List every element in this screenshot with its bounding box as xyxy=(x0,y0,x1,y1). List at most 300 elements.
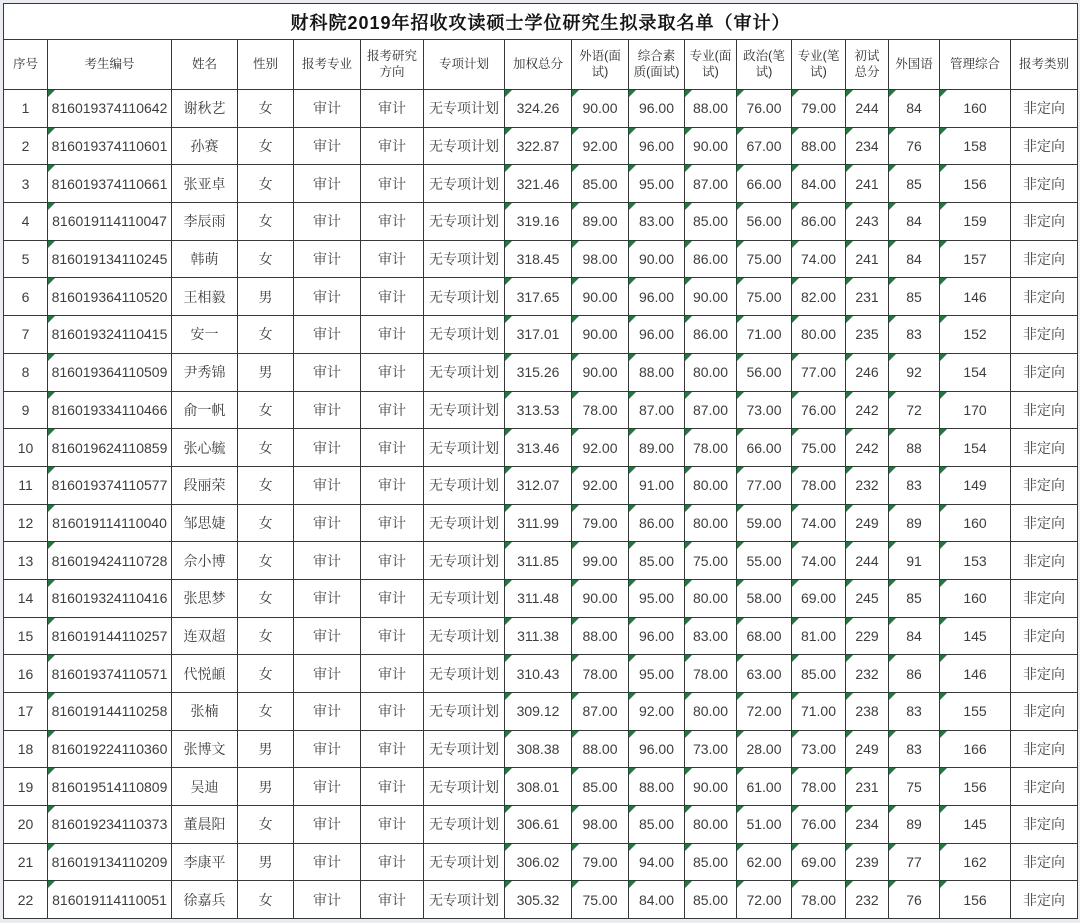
cell-initial-total xyxy=(846,730,889,768)
cell-value: 86.00 xyxy=(692,326,729,343)
cell-gender xyxy=(238,316,294,354)
cell-weighted-total xyxy=(505,806,572,844)
green-triangle-icon xyxy=(792,768,799,775)
cell-initial-total xyxy=(846,353,889,391)
cell-management-comprehensive xyxy=(940,542,1011,580)
cell-value: 6 xyxy=(21,288,30,305)
cell-comprehensive-quality-interview xyxy=(629,278,685,316)
green-triangle-icon xyxy=(48,881,55,888)
green-triangle-icon xyxy=(940,165,947,172)
cell-foreign-lang-interview xyxy=(572,806,629,844)
green-triangle-icon xyxy=(685,392,692,399)
cell-management-comprehensive xyxy=(940,617,1011,655)
cell-value: 安一 xyxy=(190,326,219,343)
cell-value: 69.00 xyxy=(800,854,837,871)
cell-value: 88.00 xyxy=(638,364,675,381)
cell-value: 19 xyxy=(17,778,34,795)
cell-politics-written xyxy=(737,806,792,844)
cell-value: 85 xyxy=(906,175,922,192)
cell-value: 99.00 xyxy=(582,552,618,569)
cell-index xyxy=(4,165,48,203)
cell-initial-total xyxy=(846,391,889,429)
cell-value: 816019374110601 xyxy=(51,138,168,155)
cell-foreign-lang-interview xyxy=(572,881,629,919)
cell-value: 67.00 xyxy=(746,138,782,155)
cell-value: 157 xyxy=(963,251,987,268)
cell-value: 75.00 xyxy=(800,439,837,456)
cell-value: 90.00 xyxy=(582,326,618,343)
green-triangle-icon xyxy=(505,580,512,587)
cell-application-category xyxy=(1011,693,1078,731)
cell-weighted-total xyxy=(505,165,572,203)
cell-value: 20 xyxy=(17,816,34,833)
green-triangle-icon xyxy=(889,316,896,323)
cell-value: 306.02 xyxy=(516,854,560,871)
cell-value: 75 xyxy=(906,778,922,795)
cell-value: 审计 xyxy=(313,590,341,607)
cell-index xyxy=(4,278,48,316)
cell-major-interview xyxy=(685,730,737,768)
cell-special-plan xyxy=(424,240,505,278)
green-triangle-icon xyxy=(48,278,55,285)
cell-research-direction xyxy=(361,278,424,316)
cell-management-comprehensive xyxy=(940,768,1011,806)
cell-initial-total xyxy=(846,90,889,128)
cell-value: 232 xyxy=(855,891,879,908)
cell-value: 158 xyxy=(963,138,987,155)
cell-foreign-lang-interview xyxy=(572,353,629,391)
green-triangle-icon xyxy=(629,278,636,285)
cell-value: 317.65 xyxy=(516,288,560,305)
cell-gender xyxy=(238,768,294,806)
table-row xyxy=(4,655,1078,693)
green-triangle-icon xyxy=(889,203,896,210)
green-triangle-icon xyxy=(792,881,799,888)
cell-major-interview xyxy=(685,429,737,467)
cell-value: 74.00 xyxy=(800,552,837,569)
green-triangle-icon xyxy=(505,618,512,625)
cell-value: 816019374110661 xyxy=(51,175,168,192)
cell-politics-written xyxy=(737,466,792,504)
cell-value: 308.01 xyxy=(516,778,560,795)
cell-value: 816019324110415 xyxy=(51,326,168,343)
cell-value: 146 xyxy=(963,288,987,305)
cell-management-comprehensive xyxy=(940,391,1011,429)
cell-value: 审计 xyxy=(378,288,406,305)
cell-comprehensive-quality-interview xyxy=(629,127,685,165)
cell-applied-major xyxy=(294,165,361,203)
cell-value: 审计 xyxy=(378,854,406,871)
cell-value: 审计 xyxy=(378,401,406,418)
green-triangle-icon xyxy=(737,429,744,436)
cell-value: 审计 xyxy=(313,100,341,117)
cell-value: 男 xyxy=(258,741,273,758)
cell-value: 84 xyxy=(906,100,922,117)
cell-value: 73.00 xyxy=(692,741,729,758)
cell-value: 审计 xyxy=(313,175,341,192)
cell-value: 无专项计划 xyxy=(429,590,499,607)
cell-special-plan xyxy=(424,90,505,128)
cell-politics-written xyxy=(737,429,792,467)
green-triangle-icon xyxy=(940,392,947,399)
cell-value: 92.00 xyxy=(582,439,618,456)
cell-initial-total xyxy=(846,127,889,165)
green-triangle-icon xyxy=(685,316,692,323)
green-triangle-icon xyxy=(629,429,636,436)
cell-value: 87.00 xyxy=(692,401,729,418)
cell-management-comprehensive xyxy=(940,90,1011,128)
cell-value: 俞一帆 xyxy=(183,401,226,418)
cell-application-category xyxy=(1011,240,1078,278)
green-triangle-icon xyxy=(629,467,636,474)
green-triangle-icon xyxy=(572,768,579,775)
cell-applied-major xyxy=(294,542,361,580)
cell-index xyxy=(4,466,48,504)
green-triangle-icon xyxy=(737,580,744,587)
green-triangle-icon xyxy=(685,693,692,700)
green-triangle-icon xyxy=(846,90,853,97)
cell-value: 85.00 xyxy=(692,213,729,230)
cell-value: 16 xyxy=(17,665,34,682)
cell-value: 232 xyxy=(855,665,879,682)
green-triangle-icon xyxy=(940,90,947,97)
green-triangle-icon xyxy=(889,768,896,775)
cell-value: 317.01 xyxy=(516,326,560,343)
cell-candidate-id xyxy=(48,617,172,655)
cell-value: 816019374110571 xyxy=(51,665,168,682)
cell-major-interview xyxy=(685,316,737,354)
cell-index xyxy=(4,881,48,919)
cell-value: 非定向 xyxy=(1023,326,1066,343)
cell-gender xyxy=(238,617,294,655)
cell-weighted-total xyxy=(505,278,572,316)
green-triangle-icon xyxy=(940,881,947,888)
cell-value: 58.00 xyxy=(746,590,782,607)
cell-major-written xyxy=(792,881,846,919)
cell-value: 78.00 xyxy=(800,891,837,908)
green-triangle-icon xyxy=(940,580,947,587)
cell-management-comprehensive xyxy=(940,655,1011,693)
cell-comprehensive-quality-interview xyxy=(629,90,685,128)
cell-foreign-language xyxy=(889,843,940,881)
cell-index xyxy=(4,730,48,768)
cell-value: 22 xyxy=(17,891,34,908)
green-triangle-icon xyxy=(889,128,896,135)
cell-value: 816019114110047 xyxy=(52,213,167,230)
cell-foreign-language xyxy=(889,165,940,203)
cell-foreign-language xyxy=(889,806,940,844)
cell-gender xyxy=(238,730,294,768)
green-triangle-icon xyxy=(846,731,853,738)
table-row xyxy=(4,278,1078,316)
cell-special-plan xyxy=(424,730,505,768)
cell-value: 245 xyxy=(855,590,879,607)
cell-name xyxy=(172,466,238,504)
cell-management-comprehensive xyxy=(940,240,1011,278)
cell-value: 95.00 xyxy=(638,665,675,682)
cell-value: 12 xyxy=(17,514,34,531)
cell-value: 816019374110577 xyxy=(51,477,168,494)
cell-candidate-id xyxy=(48,881,172,919)
cell-special-plan xyxy=(424,542,505,580)
cell-application-category xyxy=(1011,278,1078,316)
cell-value: 61.00 xyxy=(746,778,782,795)
cell-name xyxy=(172,768,238,806)
cell-weighted-total xyxy=(505,466,572,504)
cell-gender xyxy=(238,165,294,203)
cell-value: 92.00 xyxy=(582,477,618,494)
cell-value: 234 xyxy=(855,816,879,833)
green-triangle-icon xyxy=(505,731,512,738)
cell-major-written xyxy=(792,391,846,429)
cell-foreign-lang-interview xyxy=(572,90,629,128)
cell-special-plan xyxy=(424,391,505,429)
cell-value: 76.00 xyxy=(800,401,837,418)
cell-value: 无专项计划 xyxy=(429,854,499,871)
cell-value: 96.00 xyxy=(638,326,675,343)
cell-value: 83.00 xyxy=(692,627,729,644)
cell-value: 166 xyxy=(963,741,987,758)
cell-major-interview xyxy=(685,768,737,806)
green-triangle-icon xyxy=(48,128,55,135)
cell-value: 156 xyxy=(963,891,987,908)
green-triangle-icon xyxy=(685,128,692,135)
cell-value: 149 xyxy=(963,477,987,494)
cell-foreign-language xyxy=(889,881,940,919)
green-triangle-icon xyxy=(737,278,744,285)
green-triangle-icon xyxy=(846,128,853,135)
cell-value: 160 xyxy=(963,514,987,531)
column-header-index: 序号 xyxy=(4,40,48,90)
green-triangle-icon xyxy=(846,392,853,399)
cell-comprehensive-quality-interview xyxy=(629,806,685,844)
cell-gender xyxy=(238,90,294,128)
cell-special-plan xyxy=(424,806,505,844)
cell-politics-written xyxy=(737,579,792,617)
cell-application-category xyxy=(1011,579,1078,617)
green-triangle-icon xyxy=(792,203,799,210)
cell-gender xyxy=(238,203,294,241)
table-header-row xyxy=(4,40,1078,90)
cell-value: 无专项计划 xyxy=(429,439,499,456)
table-row xyxy=(4,806,1078,844)
cell-value: 审计 xyxy=(313,703,341,720)
cell-research-direction xyxy=(361,881,424,919)
cell-index xyxy=(4,806,48,844)
cell-value: 邹思婕 xyxy=(183,514,226,531)
table-row xyxy=(4,466,1078,504)
cell-value: 无专项计划 xyxy=(429,703,499,720)
green-triangle-icon xyxy=(889,505,896,512)
green-triangle-icon xyxy=(846,241,853,248)
cell-value: 313.46 xyxy=(516,439,560,456)
cell-value: 80.00 xyxy=(692,364,729,381)
cell-index xyxy=(4,429,48,467)
cell-special-plan xyxy=(424,429,505,467)
cell-special-plan xyxy=(424,165,505,203)
cell-index xyxy=(4,90,48,128)
green-triangle-icon xyxy=(889,429,896,436)
cell-value: 审计 xyxy=(313,552,341,569)
cell-major-written xyxy=(792,806,846,844)
green-triangle-icon xyxy=(737,693,744,700)
cell-value: 816019114110051 xyxy=(52,891,167,908)
green-triangle-icon xyxy=(889,278,896,285)
cell-politics-written xyxy=(737,391,792,429)
green-triangle-icon xyxy=(572,354,579,361)
cell-value: 311.99 xyxy=(517,514,559,531)
cell-major-interview xyxy=(685,90,737,128)
green-triangle-icon xyxy=(629,618,636,625)
green-triangle-icon xyxy=(737,467,744,474)
cell-value: 98.00 xyxy=(582,816,618,833)
cell-value: 84.00 xyxy=(638,891,675,908)
green-triangle-icon xyxy=(889,655,896,662)
cell-management-comprehensive xyxy=(940,579,1011,617)
cell-value: 5 xyxy=(21,251,30,268)
cell-applied-major xyxy=(294,316,361,354)
cell-value: 98.00 xyxy=(582,251,618,268)
cell-management-comprehensive xyxy=(940,353,1011,391)
table-row xyxy=(4,391,1078,429)
cell-foreign-lang-interview xyxy=(572,127,629,165)
green-triangle-icon xyxy=(846,844,853,851)
green-triangle-icon xyxy=(572,241,579,248)
column-header-name: 姓名 xyxy=(172,40,238,90)
cell-value: 男 xyxy=(258,364,273,381)
cell-value: 816019374110642 xyxy=(51,100,168,117)
cell-value: 无专项计划 xyxy=(429,100,499,117)
green-triangle-icon xyxy=(572,505,579,512)
cell-value: 88.00 xyxy=(692,100,729,117)
cell-value: 男 xyxy=(258,778,273,795)
cell-value: 85 xyxy=(906,288,922,305)
cell-value: 女 xyxy=(258,477,273,494)
cell-value: 79.00 xyxy=(800,100,837,117)
cell-value: 7 xyxy=(21,326,30,343)
cell-value: 79.00 xyxy=(582,854,618,871)
cell-application-category xyxy=(1011,353,1078,391)
cell-value: 女 xyxy=(258,816,273,833)
cell-foreign-lang-interview xyxy=(572,391,629,429)
cell-weighted-total xyxy=(505,655,572,693)
cell-value: 84 xyxy=(906,251,922,268)
cell-value: 83 xyxy=(906,741,922,758)
cell-research-direction xyxy=(361,730,424,768)
cell-value: 无专项计划 xyxy=(429,364,499,381)
cell-initial-total xyxy=(846,429,889,467)
table-row xyxy=(4,316,1078,354)
cell-candidate-id xyxy=(48,391,172,429)
cell-value: 审计 xyxy=(378,552,406,569)
cell-foreign-language xyxy=(889,316,940,354)
cell-value: 审计 xyxy=(378,627,406,644)
cell-management-comprehensive xyxy=(940,429,1011,467)
green-triangle-icon xyxy=(889,881,896,888)
cell-value: 审计 xyxy=(378,100,406,117)
green-triangle-icon xyxy=(889,467,896,474)
green-triangle-icon xyxy=(889,542,896,549)
cell-value: 审计 xyxy=(378,477,406,494)
cell-value: 82.00 xyxy=(800,288,837,305)
green-triangle-icon xyxy=(629,392,636,399)
cell-name xyxy=(172,504,238,542)
cell-value: 女 xyxy=(258,138,273,155)
cell-value: 318.45 xyxy=(516,251,560,268)
cell-gender xyxy=(238,542,294,580)
cell-value: 女 xyxy=(258,213,273,230)
green-triangle-icon xyxy=(505,693,512,700)
cell-value: 816019224110360 xyxy=(51,741,168,758)
cell-value: 162 xyxy=(963,854,987,871)
cell-value: 87.00 xyxy=(638,401,675,418)
cell-gender xyxy=(238,278,294,316)
page-title: 财科院2019年招收攻读硕士学位研究生拟录取名单（审计） xyxy=(4,4,1078,40)
green-triangle-icon xyxy=(48,731,55,738)
cell-value: 78.00 xyxy=(800,477,837,494)
green-triangle-icon xyxy=(940,655,947,662)
cell-value: 83 xyxy=(906,477,922,494)
cell-value: 235 xyxy=(855,326,879,343)
cell-applied-major xyxy=(294,391,361,429)
green-triangle-icon xyxy=(940,806,947,813)
cell-value: 816019364110509 xyxy=(51,364,168,381)
cell-value: 306.61 xyxy=(516,816,560,833)
cell-gender xyxy=(238,353,294,391)
cell-value: 90.00 xyxy=(582,288,618,305)
cell-value: 审计 xyxy=(378,590,406,607)
cell-weighted-total xyxy=(505,203,572,241)
cell-index xyxy=(4,617,48,655)
green-triangle-icon xyxy=(48,655,55,662)
cell-gender xyxy=(238,127,294,165)
cell-major-written xyxy=(792,542,846,580)
cell-value: 76.00 xyxy=(800,816,837,833)
cell-candidate-id xyxy=(48,278,172,316)
cell-value: 段丽荣 xyxy=(183,477,226,494)
cell-gender xyxy=(238,693,294,731)
cell-comprehensive-quality-interview xyxy=(629,466,685,504)
cell-major-interview xyxy=(685,806,737,844)
cell-value: 吴迪 xyxy=(190,778,219,795)
cell-value: 85.00 xyxy=(800,665,837,682)
cell-value: 非定向 xyxy=(1023,627,1066,644)
cell-major-written xyxy=(792,203,846,241)
cell-value: 69.00 xyxy=(800,590,837,607)
cell-applied-major xyxy=(294,730,361,768)
green-triangle-icon xyxy=(629,165,636,172)
cell-value: 女 xyxy=(258,439,273,456)
cell-value: 66.00 xyxy=(746,175,782,192)
cell-value: 145 xyxy=(963,627,987,644)
green-triangle-icon xyxy=(737,881,744,888)
cell-major-interview xyxy=(685,466,737,504)
cell-research-direction xyxy=(361,165,424,203)
cell-index xyxy=(4,316,48,354)
cell-value: 张心毓 xyxy=(183,439,226,456)
green-triangle-icon xyxy=(792,542,799,549)
cell-candidate-id xyxy=(48,768,172,806)
cell-research-direction xyxy=(361,90,424,128)
cell-initial-total xyxy=(846,843,889,881)
cell-major-written xyxy=(792,90,846,128)
green-triangle-icon xyxy=(685,768,692,775)
cell-value: 232 xyxy=(855,477,879,494)
cell-applied-major xyxy=(294,655,361,693)
green-triangle-icon xyxy=(846,655,853,662)
cell-initial-total xyxy=(846,617,889,655)
cell-value: 75.00 xyxy=(692,552,729,569)
